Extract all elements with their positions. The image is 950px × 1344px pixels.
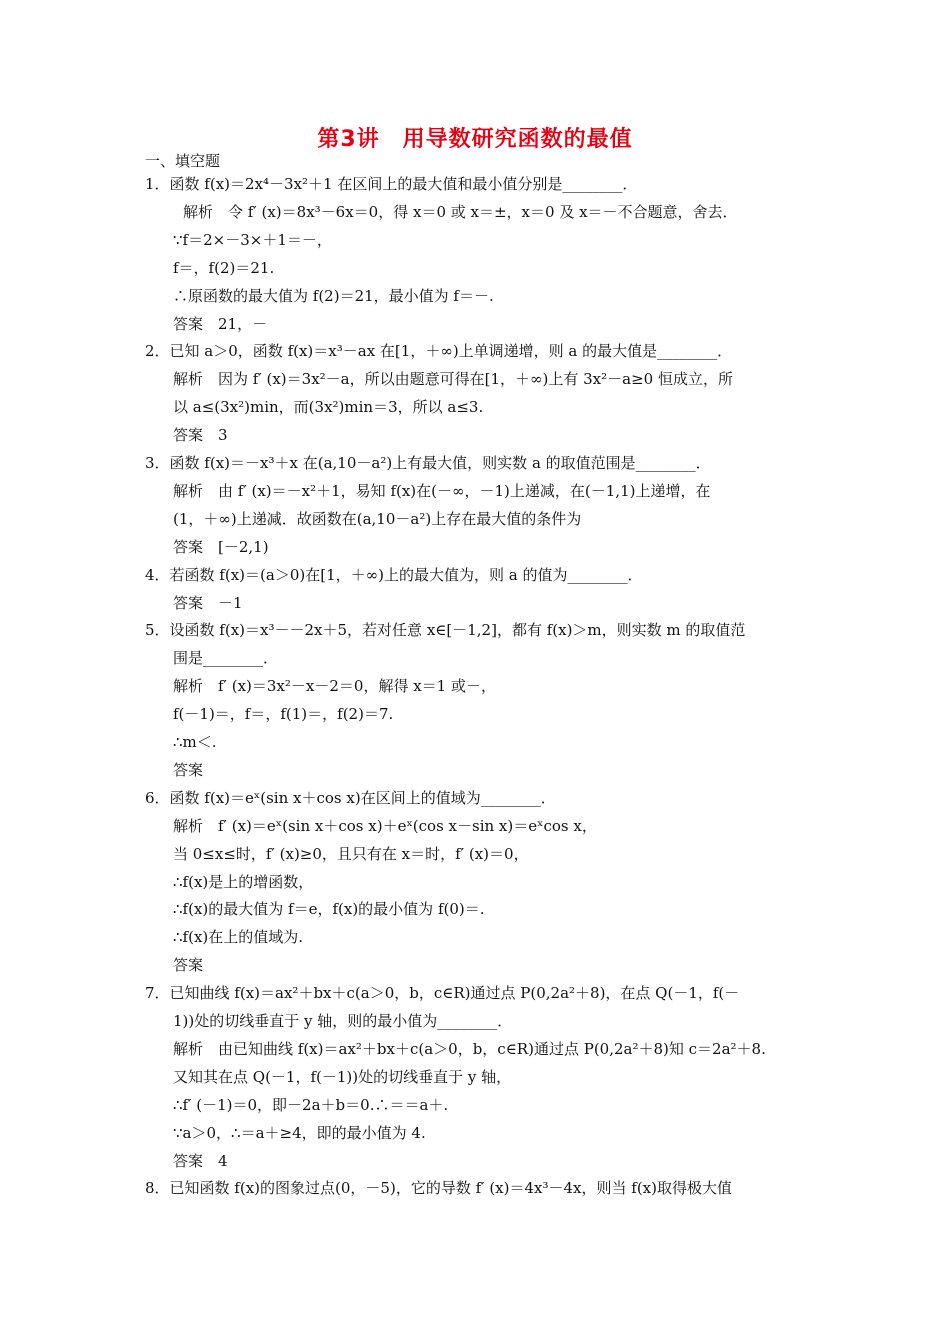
section-heading: 一、填空题 <box>145 152 221 170</box>
solution-line: 1))处的切线垂直于 y 轴，则的最小值为________． <box>173 1012 513 1030</box>
solution-line: 解析 令 f′ (x)＝8x³－6x＝0，得 x＝0 或 x＝±，x＝0 及 x＝－不合题意，舍去． <box>183 202 738 221</box>
solution-line: f(－1)＝，f＝，f(1)＝，f(2)＝7. <box>173 705 394 724</box>
solution-line: 解析 因为 f′ (x)＝3x²－a，所以由题意可得在[1，＋∞)上有 3x²－a≥0 恒成立，所 <box>173 370 733 389</box>
problem-line: 2．已知 a＞0，函数 f(x)＝x³－ax 在[1，＋∞)上单调递增，则 a 的最大值是________． <box>145 342 733 361</box>
problem-line: 6．函数 f(x)＝eˣ(sin x＋cos x)在区间上的值域为________． <box>145 788 556 807</box>
solution-line: 答案 21，－ <box>173 314 268 333</box>
solution-line: 解析 由 f′ (x)＝－x²＋1，易知 f(x)在(－∞，－1)上递减，在(－1,1)上递增，在 <box>173 481 711 500</box>
problem-line: 3．函数 f(x)＝－x³＋x 在(a,10－a²)上有最大值，则实数 a 的取值范围是________． <box>145 454 711 472</box>
solution-line: ∴m＜. <box>173 733 217 751</box>
problem-line: 1．函数 f(x)＝2x⁴－3x²＋1 在区间上的最大值和最小值分别是________． <box>145 175 638 193</box>
problem-line: 5．设函数 f(x)＝x³－－2x＋5，若对任意 x∈[－1,2]，都有 f(x)＞m，则实数 m 的取值范 <box>145 621 746 640</box>
solution-line: 以 a≤(3x²)min，而(3x²)min＝3，所以 a≤3. <box>173 398 484 417</box>
solution-line: 答案 <box>173 760 204 779</box>
solution-line: 答案 4 <box>173 1151 228 1170</box>
solution-line: ∵f＝2×－3×＋1＝－， <box>173 230 332 249</box>
problem-line: 7．已知曲线 f(x)＝ax²＋bx＋c(a＞0，b，c∈R)通过点 P(0,2a²＋8)，在点 Q(－1，f(－ <box>145 984 740 1003</box>
solution-line: ∵a＞0，∴＝a＋≥4，即的最小值为 4. <box>173 1123 426 1142</box>
solution-line: ∴f(x)在上的值域为. <box>173 928 304 947</box>
solution-line: 答案 －1 <box>173 593 243 612</box>
problem-line: 8．已知函数 f(x)的图象过点(0，－5)，它的导数 f′ (x)＝4x³－4x，则当 f(x)取得极大值 <box>145 1179 732 1198</box>
solution-line: (1，＋∞)上递减．故函数在(a,10－a²)上存在最大值的条件为 <box>173 509 582 528</box>
solution-line: ∴f(x)是上的增函数， <box>173 872 314 891</box>
solution-line: 答案 [－2,1) <box>173 537 269 556</box>
solution-line: f＝，f(2)＝21. <box>173 258 275 277</box>
solution-line: 解析 由已知曲线 f(x)＝ax²＋bx＋c(a＞0，b，c∈R)通过点 P(0,2a²＋8)知 c＝2a²＋8. <box>173 1039 766 1058</box>
solution-line: ∴f(x)的最大值为 f＝e，f(x)的最小值为 f(0)＝. <box>173 900 485 919</box>
solution-line: 答案 3 <box>173 426 228 445</box>
solution-line: 解析 f′ (x)＝eˣ(sin x＋cos x)＋eˣ(cos x－sin x)＝eˣcos x， <box>173 816 597 835</box>
page-title: 第3讲 用导数研究函数的最值 <box>317 127 633 152</box>
solution-line: ∴原函数的最大值为 f(2)＝21，最小值为 f＝－. <box>173 286 494 305</box>
problem-line: 4．若函数 f(x)＝(a＞0)在[1，＋∞)上的最大值为，则 a 的值为________． <box>145 565 643 584</box>
solution-line: 当 0≤x≤时，f′ (x)≥0，且只有在 x＝时，f′ (x)＝0， <box>173 844 529 863</box>
solution-line: 解析 f′ (x)＝3x²－x－2＝0，解得 x＝1 或－， <box>173 677 496 696</box>
solution-line: 答案 <box>173 956 204 975</box>
solution-line: ∴f′ (－1)＝0，即－2a＋b＝0.∴＝＝a＋. <box>173 1095 449 1114</box>
solution-line: 围是________． <box>173 649 279 668</box>
solution-line: 又知其在点 Q(－1，f(－1))处的切线垂直于 y 轴， <box>173 1067 512 1086</box>
